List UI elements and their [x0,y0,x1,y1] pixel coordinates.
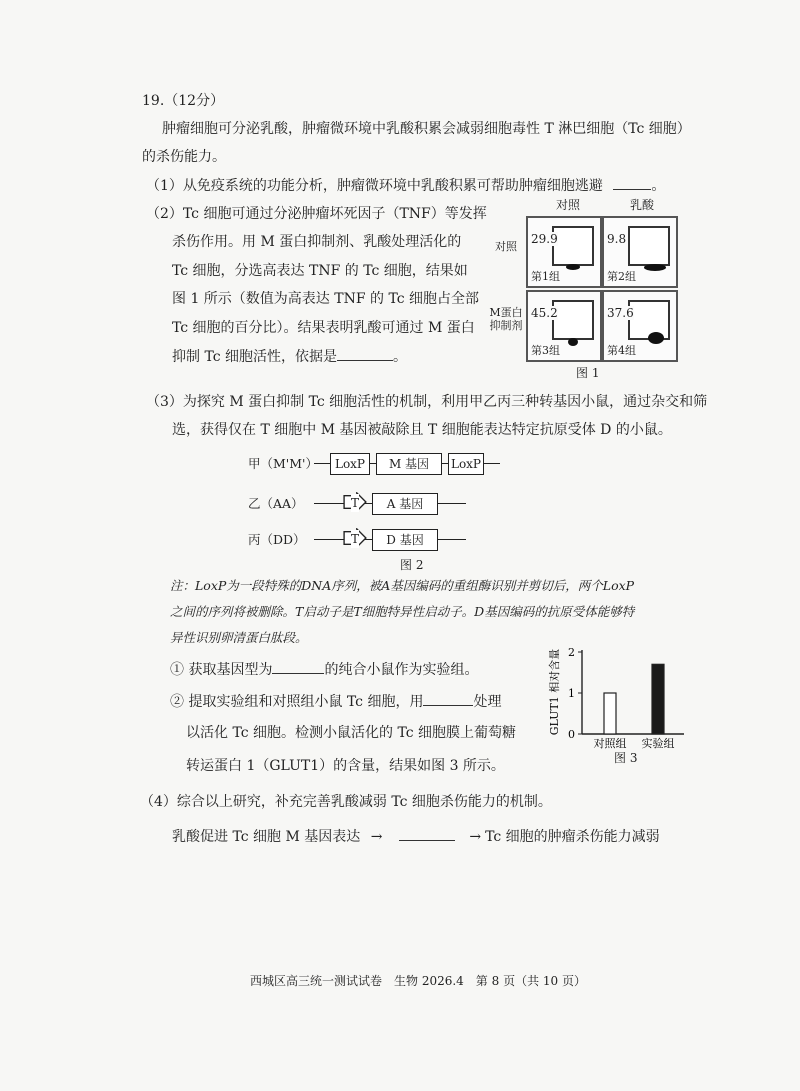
step1-end: 的纯合小鼠作为实验组。 [324,662,479,678]
gate-box [628,226,670,266]
y-axis-label: GLUT1 相对含量 [548,648,561,736]
step2-stem: ② 提取实验组和对照组小鼠 Tc 细胞，用 [170,694,424,710]
q2-line: Tc 细胞的百分比）。结果表明乳酸可通过 M 蛋白 [172,320,475,336]
group-label: 第3组 [531,344,560,357]
x-category-label: 实验组 [641,737,675,750]
q2-line: Tc 细胞，分选高表达 TNF 的 Tc 细胞，结果如 [172,263,468,279]
row-label: M蛋白 抑制剂 [489,306,523,332]
answer-blank[interactable] [423,692,473,706]
promoter-label: T [351,496,360,510]
gate-box [552,300,594,340]
figure-caption: 图 1 [576,366,600,380]
y-tick-label: 1 [568,687,575,700]
figure-1 [486,196,696,380]
note-line: 之间的序列将被删除。T启动子是T细胞特异性启动子。D基因编码的抗原受体能够特 [170,604,635,619]
chain-start: 乳酸促进 Tc 细胞 M 基因表达 [172,829,361,845]
a-gene-box: A 基因 [372,493,438,515]
q3-text-2: 选，获得仅在 T 细胞中 M 基因被敲除且 T 细胞能表达特定抗原受体 D 的小鼠。 [172,422,672,438]
mouse-label: 甲（M'M'） [248,456,318,471]
figure-caption: 图 3 [614,751,638,765]
step1-stem: ① 获取基因型为 [170,662,273,678]
m-gene-box: M 基因 [376,453,442,475]
q4-chain [172,827,660,846]
promoter-label: T [351,532,360,546]
percent-value: 37.6 [607,306,634,320]
answer-blank[interactable] [613,176,651,190]
x-category-label: 对照组 [593,737,627,750]
glut1-bar-chart [548,642,688,750]
group-label: 第2组 [607,270,636,283]
q2-end: 。 [393,349,407,365]
q2-line: 图 1 所示（数值为高表达 TNF 的 Tc 细胞占全部 [172,291,480,307]
flow-cell-group-4 [602,290,678,362]
answer-blank[interactable] [337,347,393,361]
q2-stem: 抑制 Tc 细胞活性，依据是 [172,349,337,365]
mouse-label: 乙（AA） [248,496,304,511]
q2-line: （2）Tc 细胞可通过分泌肿瘤坏死因子（TNF）等发挥 [146,206,487,222]
flow-cell-group-1 [526,216,602,288]
group-label: 第1组 [531,270,560,283]
cell-cluster [568,338,578,346]
cell-cluster [644,264,666,271]
intro-text: 肿瘤细胞可分泌乳酸，肿瘤微环境中乳酸积累会减弱细胞毒性 T 淋巴细胞（Tc 细胞） [162,121,691,137]
answer-blank[interactable] [272,660,324,674]
q4-text: （4）综合以上研究，补充完善乳酸减弱 Tc 细胞杀伤能力的机制。 [140,794,552,810]
bar-experimental [652,664,664,734]
y-tick-label: 2 [568,646,575,659]
row-label: 对照 [495,240,517,253]
figure-caption: 图 2 [400,558,424,572]
page-footer: 西城区高三统一测试试卷 生物 2026.4 第 8 页（共 10 页） [250,974,586,988]
step-2-line-2: 以活化 Tc 细胞。检测小鼠活化的 Tc 细胞膜上葡萄糖 [186,725,516,741]
percent-value: 9.8 [607,232,627,246]
figure-2 [248,450,528,580]
cell-cluster [648,332,664,344]
d-gene-box: D 基因 [372,529,438,551]
q1-text [146,176,665,195]
step-2-line-3: 转运蛋白 1（GLUT1）的含量，结果如图 3 所示。 [186,758,505,774]
bar-control [604,693,616,734]
cell-cluster [566,264,580,270]
question-number: 19.（12分） [142,93,225,109]
answer-blank[interactable] [399,827,455,841]
flow-cell-group-2 [602,216,678,288]
mouse-label: 丙（DD） [248,532,306,547]
col-header: 对照 [556,198,581,212]
figure-3 [548,642,688,767]
y-tick-label: 0 [568,728,575,741]
gate-box [552,226,594,266]
arrow-icon: → [370,829,383,845]
q2-line: 杀伤作用。用 M 蛋白抑制剂、乳酸处理活化的 [172,234,462,250]
loxp-box: LoxP [330,453,370,475]
q3-text: （3）为探究 M 蛋白抑制 Tc 细胞活性的机制，利用甲乙丙三种转基因小鼠，通过杂交和筛 [146,394,708,410]
chain-end: Tc 细胞的肿瘤杀伤能力减弱 [485,829,660,845]
q1-stem: （1）从免疫系统的功能分析，肿瘤微环境中乳酸积累可帮助肿瘤细胞逃避 [146,178,603,194]
q2-last-line [172,347,407,366]
step-1 [170,660,478,679]
percent-value: 45.2 [531,306,558,320]
note-line: 异性识别卵清蛋白肽段。 [170,630,308,645]
note-line: 注：LoxP为一段特殊的DNA序列，被A基因编码的重组酶识别并剪切后，两个LoxP [170,578,635,593]
q1-end: 。 [651,178,666,194]
step2-end: 处理 [473,694,502,710]
arrow-icon: → [469,829,482,845]
step-2 [170,692,501,711]
col-header: 乳酸 [630,198,655,212]
loxp-box: LoxP [448,453,484,475]
flow-cell-group-3 [526,290,602,362]
intro-text-2: 的杀伤能力。 [142,149,226,165]
group-label: 第4组 [607,344,636,357]
percent-value: 29.9 [531,232,558,246]
